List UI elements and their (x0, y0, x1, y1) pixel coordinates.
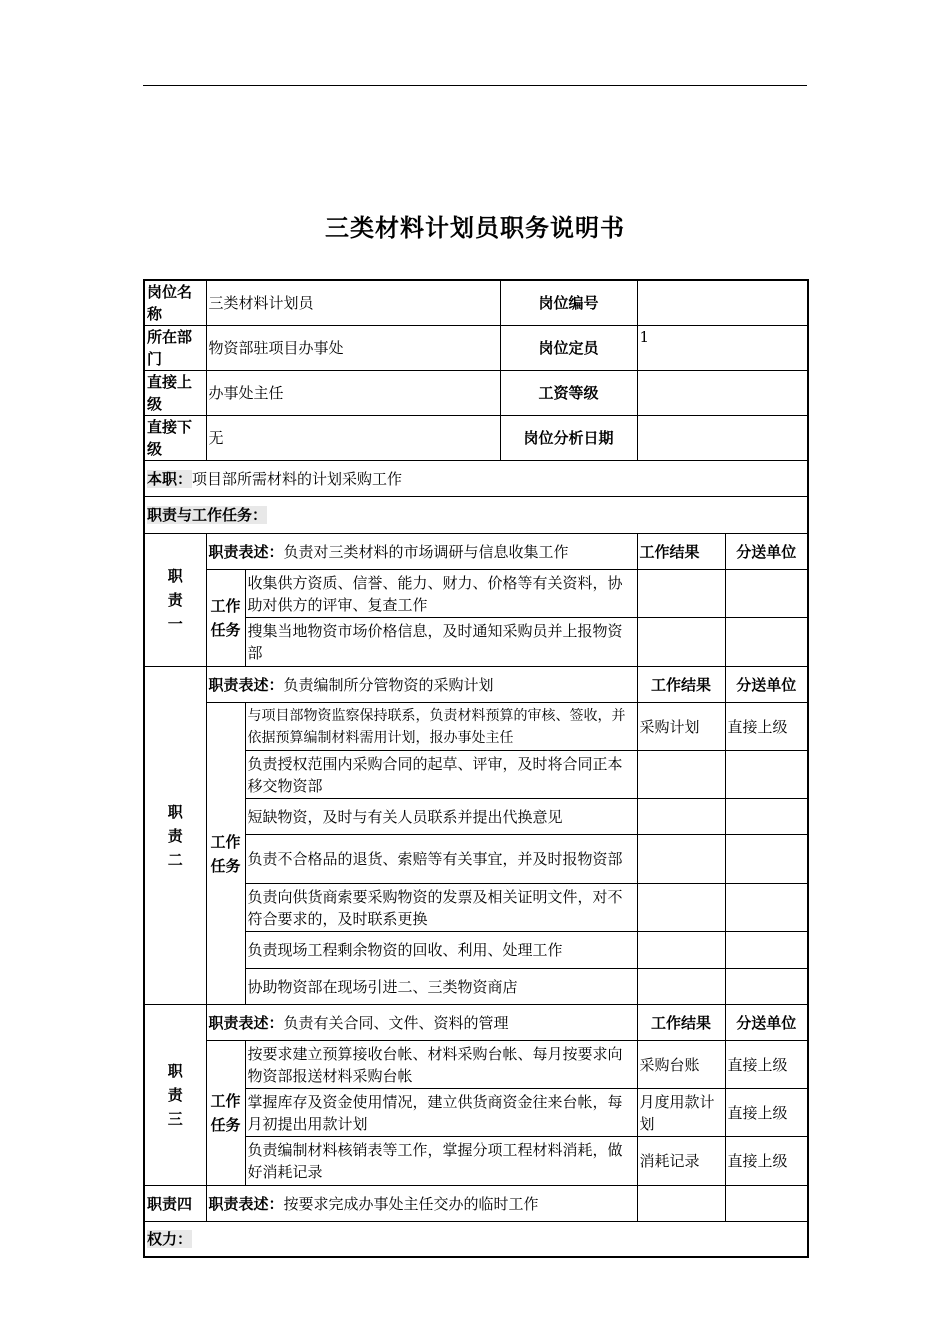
resp2-task-4: 负责向供货商索要采购物资的发票及相关证明文件，对不符合要求的，及时联系更换 (245, 884, 637, 932)
headcount-value: 1 (637, 326, 808, 371)
resp2-dept-header: 分送单位 (725, 667, 808, 703)
resp1-result-header: 工作结果 (637, 534, 725, 570)
resp2-task-2-to (725, 799, 808, 835)
main-duty-text: 项目部所需材料的计划采购工作 (192, 469, 403, 488)
resp2-task-0: 与项目部物资监察保持联系，负责材料预算的审核、签收，并依据预算编制材料需用计划，报办事处主任 (245, 703, 637, 751)
resp1-task-1-result (637, 618, 725, 667)
resp2-task-4-to (725, 884, 808, 932)
main-duty-label: 本职： (147, 469, 193, 488)
dept-label: 所在部门 (144, 326, 206, 371)
resp3-name-text: 职责三 (167, 1062, 183, 1128)
subordinate-label: 直接下级 (144, 416, 206, 461)
resp2-desc (206, 667, 637, 703)
resp4-name: 职责四 (144, 1186, 206, 1222)
resp3-task-1: 掌握库存及资金使用情况，建立供货商资金往来台帐，每月初提出用款计划 (245, 1089, 637, 1137)
headcount-label: 岗位定员 (500, 326, 637, 371)
resp2-task-6: 协助物资部在现场引进二、三类物资商店 (245, 969, 637, 1005)
resp2-task-3-result (637, 835, 725, 884)
superior-value: 办事处主任 (206, 371, 500, 416)
resp1-task-0-to (725, 570, 808, 618)
resp2-name (144, 667, 206, 1005)
resp2-task-2-result (637, 799, 725, 835)
resp3-task-label (206, 1041, 245, 1186)
resp3-dept-header: 分送单位 (725, 1005, 808, 1041)
resp2-result-header: 工作结果 (637, 667, 725, 703)
resp1-desc-label: 职责表述： (208, 542, 284, 561)
resp3-task-2-result: 消耗记录 (637, 1137, 725, 1186)
resp3-name (144, 1005, 206, 1186)
resp1-task-label (206, 570, 245, 667)
grade-label: 工资等级 (500, 371, 637, 416)
resp3-task-label-text: 工作任务 (210, 1092, 241, 1134)
resp2-task-3-to (725, 835, 808, 884)
resp2-task-0-result: 采购计划 (637, 703, 725, 751)
subordinate-value: 无 (206, 416, 500, 461)
resp3-task-2-to: 直接上级 (725, 1137, 808, 1186)
main-duty (144, 461, 808, 497)
resp3-task-2: 负责编制材料核销表等工作，掌握分项工程材料消耗，做好消耗记录 (245, 1137, 637, 1186)
resp3-task-1-to: 直接上级 (725, 1089, 808, 1137)
resp1-task-label-text: 工作任务 (210, 597, 241, 639)
resp3-task-1-result: 月度用款计划 (637, 1089, 725, 1137)
resp2-name-text: 职责二 (167, 802, 183, 869)
resp2-task-0-to: 直接上级 (725, 703, 808, 751)
post-name-label: 岗位名称 (144, 280, 206, 326)
resp2-task-1-to (725, 751, 808, 799)
resp3-desc (206, 1005, 637, 1041)
dept-value: 物资部驻项目办事处 (206, 326, 500, 371)
resp2-task-5-to (725, 932, 808, 969)
resp2-task-6-result (637, 969, 725, 1005)
superior-label: 直接上级 (144, 371, 206, 416)
resp1-task-1: 搜集当地物资市场价格信息，及时通知采购员并上报物资部 (245, 618, 637, 667)
resp1-name-text: 职责一 (167, 567, 183, 633)
resp3-desc-label: 职责表述： (208, 1013, 284, 1032)
resp2-task-label-text: 工作任务 (210, 832, 241, 875)
resp4-result (637, 1186, 725, 1222)
resp2-task-1-result (637, 751, 725, 799)
resp2-task-1: 负责授权范围内采购合同的起草、评审，及时将合同正本移交物资部 (245, 751, 637, 799)
job-description-table (143, 279, 807, 1248)
page-title: 三类材料计划员职务说明书 (325, 214, 625, 242)
resp3-task-0: 按要求建立预算接收台帐、材料采购台帐、每月按要求向物资部报送材料采购台帐 (245, 1041, 637, 1089)
resp2-task-4-result (637, 884, 725, 932)
resp4-to (725, 1186, 808, 1222)
resp2-desc-text: 负责编制所分管物资的采购计划 (283, 675, 494, 694)
resp2-desc-label: 职责表述： (208, 675, 284, 694)
resp1-dept-header: 分送单位 (725, 534, 808, 570)
header-rule (143, 85, 807, 86)
analysis-date-label: 岗位分析日期 (500, 416, 637, 461)
resp1-name (144, 534, 206, 667)
resp2-task-label (206, 703, 245, 1005)
analysis-date-value (637, 416, 808, 461)
post-no-label: 岗位编号 (500, 280, 637, 326)
section-title: 职责与工作任务： (147, 506, 268, 524)
resp2-task-2: 短缺物资，及时与有关人员联系并提出代换意见 (245, 799, 637, 835)
resp2-task-5: 负责现场工程剩余物资的回收、利用、处理工作 (245, 932, 637, 969)
resp1-task-0: 收集供方资质、信誉、能力、财力、价格等有关资料，协助对供方的评审、复查工作 (245, 570, 637, 618)
resp3-task-0-result: 采购台账 (637, 1041, 725, 1089)
post-no-value (637, 280, 808, 326)
resp2-task-6-to (725, 969, 808, 1005)
grade-value (637, 371, 808, 416)
resp4-desc-label: 职责表述： (208, 1194, 284, 1213)
post-name-value: 三类材料计划员 (206, 280, 500, 326)
resp2-task-3: 负责不合格品的退货、索赔等有关事宜，并及时报物资部 (245, 835, 637, 884)
resp3-task-0-to: 直接上级 (725, 1041, 808, 1089)
resp3-desc-text: 负责有关合同、文件、资料的管理 (283, 1013, 509, 1032)
resp4-desc (206, 1186, 637, 1222)
resp1-task-1-to (725, 618, 808, 667)
resp3-result-header: 工作结果 (637, 1005, 725, 1041)
power-row (144, 1222, 808, 1257)
power-label: 权力： (147, 1229, 193, 1248)
resp2-task-5-result (637, 932, 725, 969)
section-title-row (144, 497, 808, 534)
resp4-desc-text: 按要求完成办事处主任交办的临时工作 (283, 1194, 539, 1213)
resp1-desc (206, 534, 637, 570)
resp1-task-0-result (637, 570, 725, 618)
resp1-desc-text: 负责对三类材料的市场调研与信息收集工作 (283, 542, 569, 561)
